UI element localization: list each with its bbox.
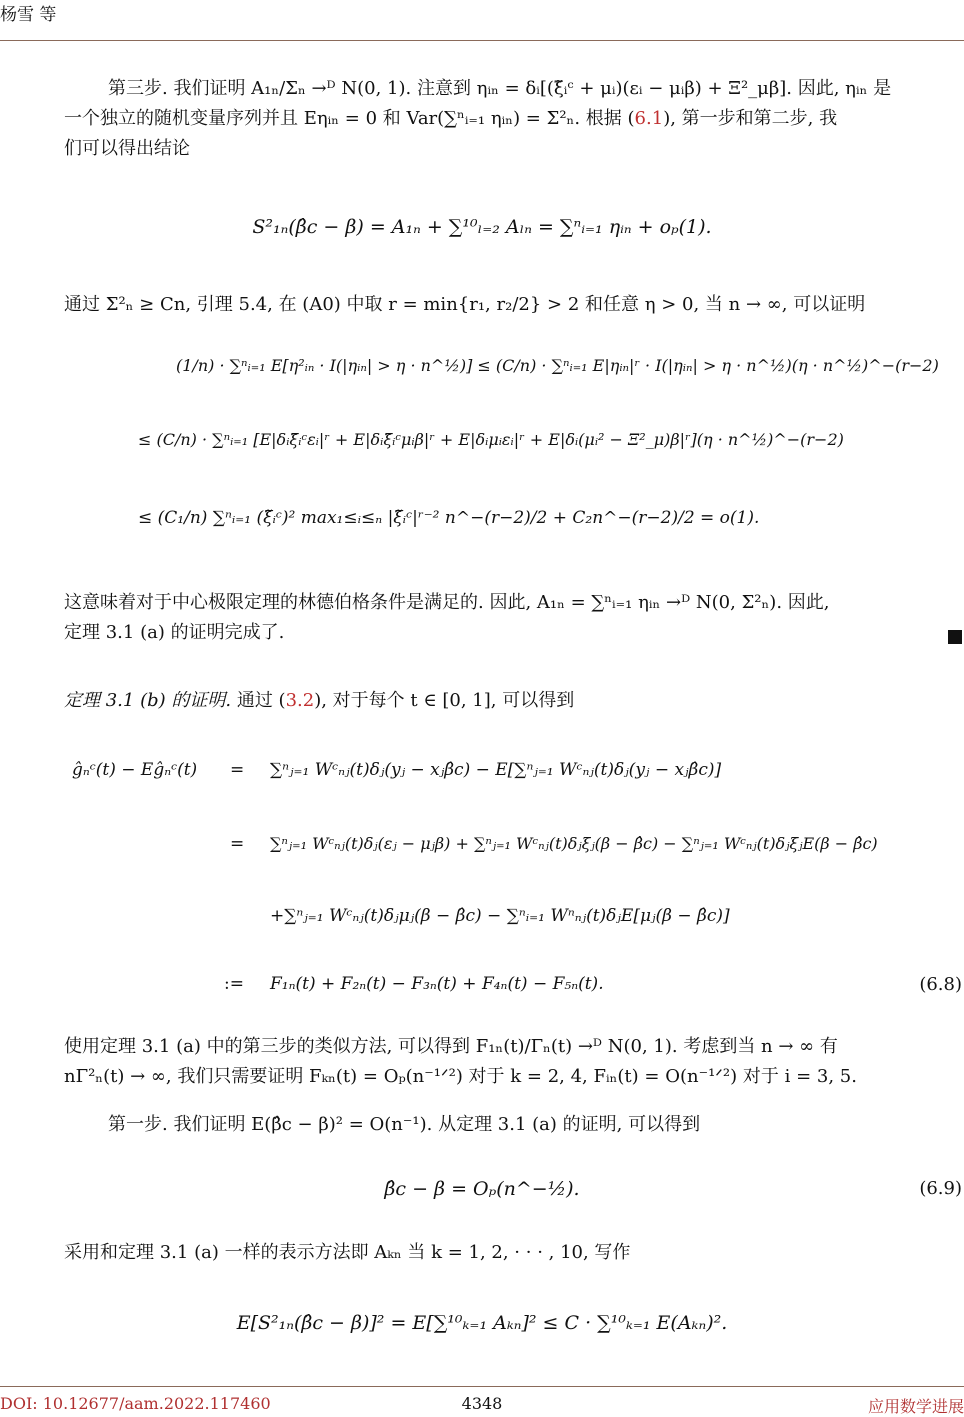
theorem-b-tail: ), 对于每个 t ∈ [0, 1], 可以得到 xyxy=(314,690,575,711)
equation-number-6-9: (6.9) xyxy=(919,1178,962,1199)
eq68-lhs: ĝₙᶜ(t) − Eĝₙᶜ(t) xyxy=(72,760,198,780)
paragraph-f1n-asymptotics xyxy=(64,1032,960,1092)
theorem-b-text: 通过 ( xyxy=(231,690,286,711)
equation-6-9 xyxy=(0,1178,964,1208)
paragraph-akn-notation: 采用和定理 3.1 (a) 一样的表示方法即 Aₖₙ 当 k = 1, 2, · · · , 10, 写作 xyxy=(64,1242,631,1263)
equation-s1n: S²₁ₙ(β̂c − β) = A₁ₙ + ∑¹⁰ₗ₌₂ Aₗₙ = ∑ⁿᵢ₌₁ ηᵢₙ + oₚ(1). xyxy=(252,216,712,238)
f1n-line2: nΓ²ₙ(t) → ∞, 我们只需要证明 Fₖₙ(t) = Oₚ(n⁻¹ᐟ²) 对于 k = 2, 4, Fᵢₙ(t) = O(n⁻¹ᐟ²) 对于 i = 3, 5. xyxy=(64,1066,857,1087)
step3-line1: 第三步. 我们证明 A₁ₙ/Σₙ →ᴰ N(0, 1). 注意到 ηᵢₙ = δᵢ[(ξ̃ᵢᶜ + μᵢ)(εᵢ − μᵢβ) + Ξ²_μβ]. 因此, ηᵢₙ 是 xyxy=(108,78,892,99)
lindeberg-line2: ≤ (C/n) · ∑ⁿᵢ₌₁ [E|δᵢξ̃ᵢᶜεᵢ|ʳ + E|δᵢξ̃ᵢᶜμᵢβ|ʳ + E|δᵢμᵢεᵢ|ʳ + E|δᵢ(μᵢ² − Ξ²_μ)β|ʳ](η · n^½)^−(r−2) xyxy=(138,430,844,449)
page-number: 4348 xyxy=(461,1394,503,1413)
lindeberg-line3: ≤ (C₁/n) ∑ⁿᵢ₌₁ (ξ̃ᵢᶜ)² max₁≤ᵢ≤ₙ |ξ̃ᵢᶜ|ʳ⁻² n^−(r−2)/2 + C₂n^−(r−2)/2 = o(1). xyxy=(138,508,760,528)
lindeberg-line1: (1/n) · ∑ⁿᵢ₌₁ E[η²ᵢₙ · I(|ηᵢₙ| > η · n^½)] ≤ (C/n) · ∑ⁿᵢ₌₁ E|ηᵢₙ|ʳ · I(|ηᵢₙ| > η · n^½)(η · n^½)^−(r−2) xyxy=(176,356,939,375)
step3-line3: 们可以得出结论 xyxy=(64,138,190,159)
doi-link[interactable]: DOI: 10.12677/aam.2022.117460 xyxy=(0,1394,271,1413)
clt-line1: 这意味着对于中心极限定理的林德伯格条件是满足的. 因此, A₁ₙ = ∑ⁿᵢ₌₁ ηᵢₙ →ᴰ N(0, Σ²ₙ). 因此, xyxy=(64,592,830,613)
journal-name[interactable]: 应用数学进展 xyxy=(867,1397,964,1416)
equation-6-8 xyxy=(0,750,964,1000)
citation-3-2[interactable]: 3.2 xyxy=(285,690,315,711)
eq68-rhs3: +∑ⁿⱼ₌₁ Wᶜₙⱼ(t)δⱼμⱼ(β − β̂c) − ∑ⁿᵢ₌₁ Wⁿₙⱼ(t)δⱼE[μⱼ(β − β̂c)] xyxy=(270,906,730,926)
paragraph-theorem-b xyxy=(64,686,960,716)
paragraph-step3 xyxy=(64,74,960,164)
equation-lindeberg-block xyxy=(0,350,964,550)
f1n-line1: 使用定理 3.1 (a) 中的第三步的类似方法, 可以得到 F₁ₙ(t)/Γₙ(t) →ᴰ N(0, 1). 考虑到当 n → ∞ 有 xyxy=(64,1036,838,1057)
paragraph-step1: 第一步. 我们证明 E(β̂c − β)² = O(n⁻¹). 从定理 3.1 (a) 的证明, 可以得到 xyxy=(108,1114,701,1135)
theorem-b-heading: 定理 3.1 (b) 的证明. xyxy=(64,690,232,711)
eq68-rhs4: F₁ₙ(t) + F₂ₙ(t) − F₃ₙ(t) + F₄ₙ(t) − F₅ₙ(t). xyxy=(270,974,604,994)
clt-line2: 定理 3.1 (a) 的证明完成了. xyxy=(64,622,285,643)
paragraph-clt-conclusion xyxy=(64,588,960,648)
footer-divider xyxy=(0,1386,964,1387)
citation-6-1[interactable]: 6.1 xyxy=(634,108,664,129)
eq68-eq2: = xyxy=(230,834,245,854)
header-divider xyxy=(0,40,964,41)
eq68-rhs1: ∑ⁿⱼ₌₁ Wᶜₙⱼ(t)δⱼ(yⱼ − xⱼβ̂c) − E[∑ⁿⱼ₌₁ Wᶜₙⱼ(t)δⱼ(yⱼ − xⱼβ̂c)] xyxy=(270,760,722,780)
equation-number-6-8: (6.8) xyxy=(919,974,962,995)
eq68-defsign: := xyxy=(224,974,244,994)
running-header-author: 杨雪 等 xyxy=(0,5,57,25)
qed-box xyxy=(948,630,962,644)
step3-line2-text: 一个独立的随机变量序列并且 Eηᵢₙ = 0 和 Var(∑ⁿᵢ₌₁ ηᵢₙ) = Σ²ₙ. 根据 ( xyxy=(64,108,635,129)
equation-s1n-squared: E[S²₁ₙ(β̂c − β)]² = E[∑¹⁰ₖ₌₁ Aₖₙ]² ≤ C · ∑¹⁰ₖ₌₁ E(Aₖₙ)². xyxy=(236,1312,728,1334)
eq68-rhs2: ∑ⁿⱼ₌₁ Wᶜₙⱼ(t)δⱼ(εⱼ − μⱼβ) + ∑ⁿⱼ₌₁ Wᶜₙⱼ(t)δⱼξⱼ(β − β̂c) − ∑ⁿⱼ₌₁ Wᶜₙⱼ(t)δⱼξⱼE(β − β̂c) xyxy=(270,834,878,853)
eq69-body: β̂c − β = Oₚ(n^−½). xyxy=(384,1178,580,1200)
step3-line2 xyxy=(64,104,960,134)
paragraph-lindeberg-setup: 通过 Σ²ₙ ≥ Cn, 引理 5.4, 在 (A0) 中取 r = min{r₁, r₂/2} > 2 和任意 η > 0, 当 n → ∞, 可以证明 xyxy=(64,294,866,315)
step3-line2-tail: ), 第一步和第二步, 我 xyxy=(663,108,838,129)
eq68-eq1: = xyxy=(230,760,245,780)
